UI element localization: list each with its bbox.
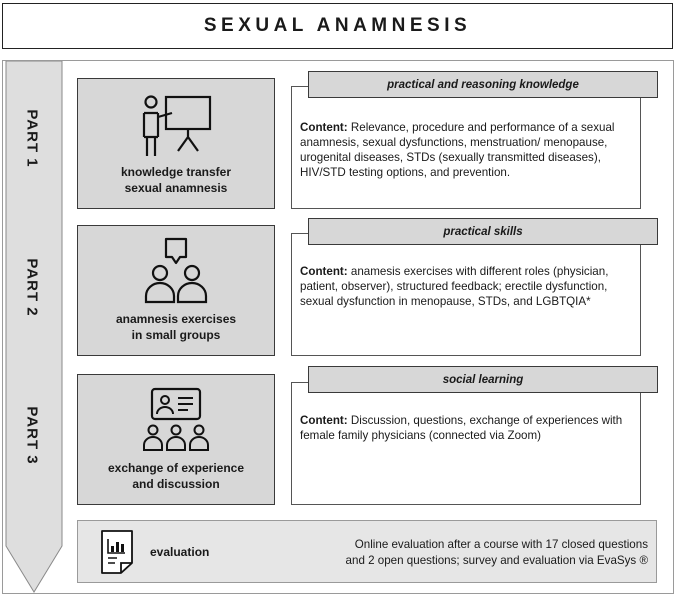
part-1-content-lead: Content: (300, 121, 348, 134)
part-2-content-box (291, 233, 641, 356)
part-label-2: PART 2 (23, 257, 41, 317)
part-3-label-line2: and discussion (132, 477, 220, 491)
part-3-content (300, 413, 634, 443)
part-3-tag: social learning (308, 366, 658, 393)
part-2-label-line2: in small groups (131, 328, 221, 342)
conversation-group-icon (136, 236, 216, 306)
part-2-label-line1: anamnesis exercises (115, 312, 237, 326)
part-1-tag: practical and reasoning knowledge (308, 71, 658, 98)
part-1-content-box (291, 86, 641, 209)
part-2-box (77, 225, 275, 356)
evaluation-text-line1: Online evaluation after a course with 17 closed questions (354, 538, 648, 551)
part-3-content-box (291, 382, 641, 505)
video-conference-icon (136, 387, 216, 453)
part-2-content (300, 264, 634, 309)
evaluation-label: evaluation (150, 545, 210, 559)
evaluation-text-line2: and 2 open questions; survey and evaluation via EvaSys ® (345, 554, 648, 567)
part-3-box (77, 374, 275, 505)
diagram-title (2, 3, 673, 49)
evaluation-box (77, 520, 657, 583)
part-1-label-line2: sexual anamnesis (124, 181, 228, 195)
part-1-label-line1: knowledge transfer (120, 165, 232, 179)
part-2-content-lead: Content: (300, 265, 348, 278)
part-3-content-text: Discussion, questions, exchange of experiences with female family physicians (connected via Zoom) (300, 414, 623, 442)
part-2-tag: practical skills (308, 218, 658, 245)
part-label-3: PART 3 (23, 405, 41, 465)
part-3-content-lead: Content: (300, 414, 348, 427)
part-3-label-line1: exchange of experience (107, 461, 245, 475)
evaluation-text (303, 537, 648, 569)
part-2-content-text: anamesis exercises with different roles (physician, patient, observer), structured feedback; erectile dysfunction, sexual dysfunction in menopause, STDs, and LGBTQIA* (300, 265, 609, 308)
part-1-content (300, 120, 634, 180)
part-1-content-text: Relevance, procedure and performance of a sexual anamnesis, sexual dysfunctions, menstruation/ menopause, urogenital diseases, STDs (sexually transmitted diseases), HIV/STD testing options, and prevention. (300, 121, 615, 179)
report-document-icon (99, 529, 135, 575)
part-label-1: PART 1 (23, 108, 41, 168)
title-text: SEXUAL ANAMNESIS (203, 15, 472, 36)
presentation-icon (136, 93, 216, 159)
part-1-box (77, 78, 275, 209)
